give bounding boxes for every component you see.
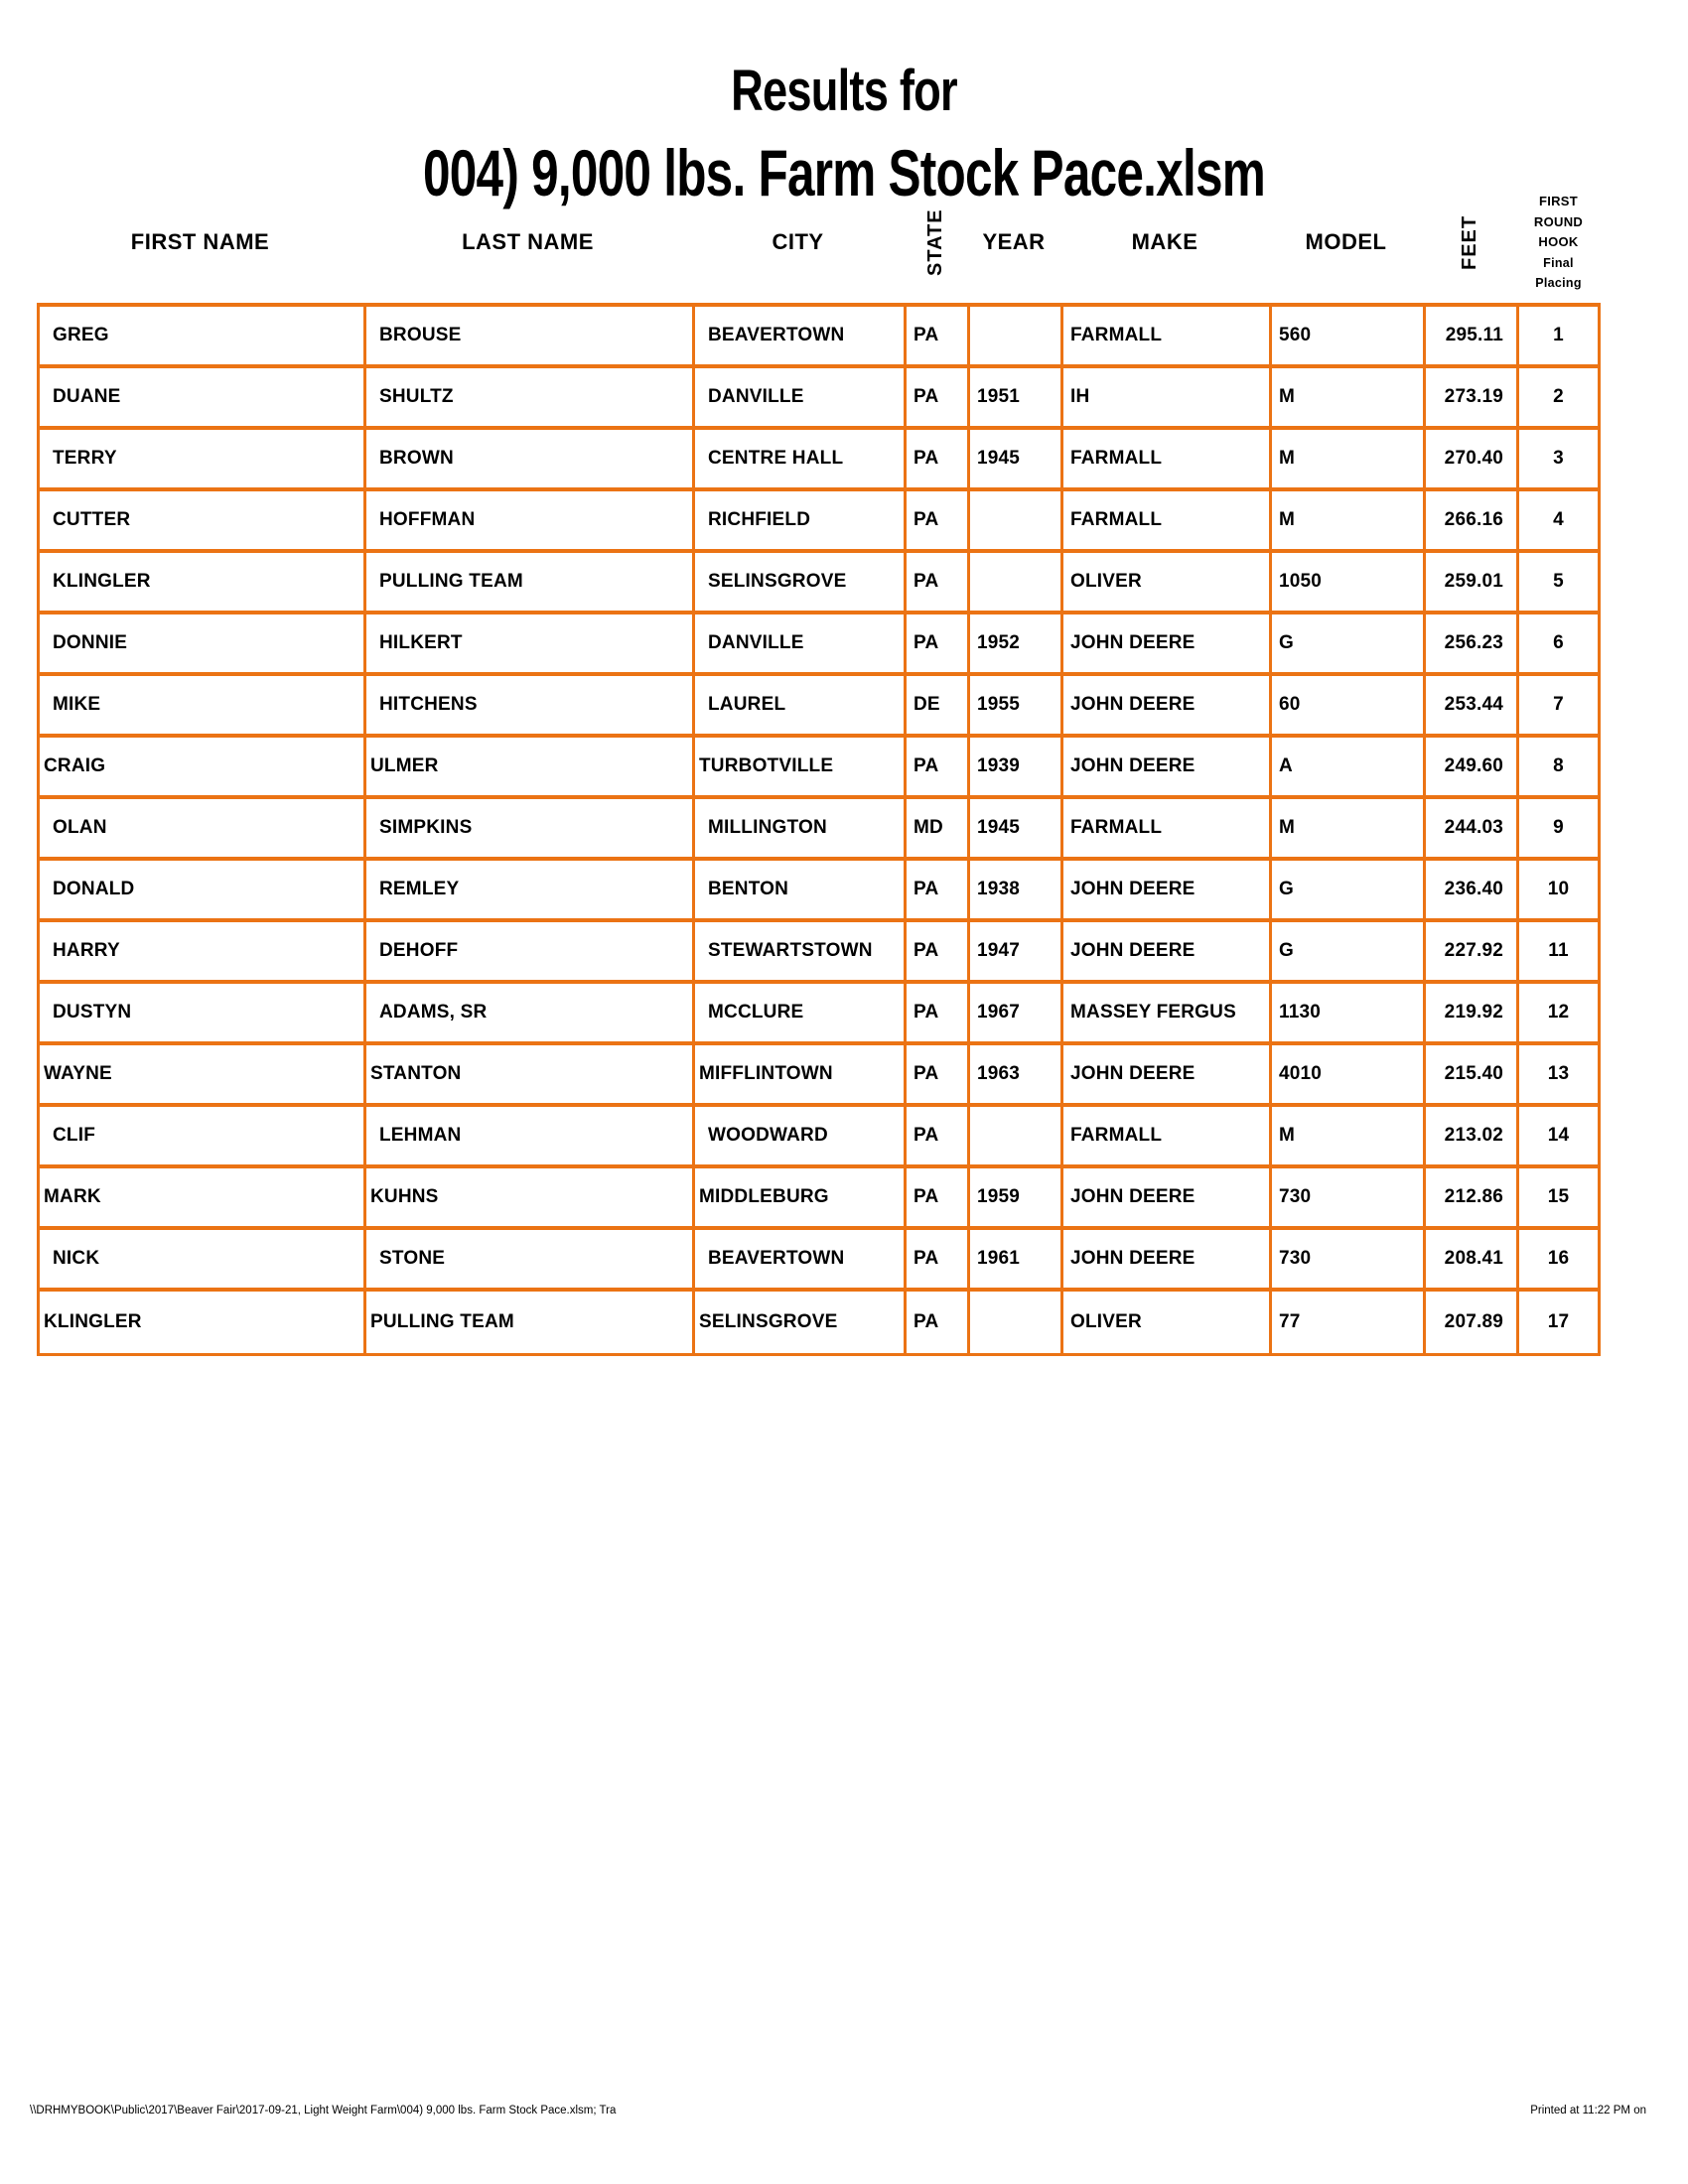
table-row bbox=[40, 491, 1598, 553]
cell-year bbox=[970, 553, 1063, 611]
cell-state: PA bbox=[907, 1045, 970, 1103]
cell-first-name: DONNIE bbox=[40, 614, 366, 672]
cell-state: PA bbox=[907, 861, 970, 918]
table-row bbox=[40, 799, 1598, 861]
column-header-year: YEAR bbox=[982, 229, 1046, 254]
cell-feet: 249.60 bbox=[1426, 738, 1519, 795]
cell-last-name: HITCHENS bbox=[366, 676, 695, 734]
cell-year bbox=[970, 1292, 1063, 1353]
cell-year: 1945 bbox=[970, 430, 1063, 487]
placing-header-line: HOOK bbox=[1538, 234, 1579, 250]
cell-last-name: ADAMS, SR bbox=[366, 984, 695, 1041]
cell-first-name: KLINGLER bbox=[40, 553, 366, 611]
footer-printed-at: Printed at 11:22 PM on bbox=[1530, 2105, 1646, 2116]
cell-placing: 6 bbox=[1553, 632, 1564, 653]
cell-city: BENTON bbox=[695, 861, 907, 918]
cell-last-name: PULLING TEAM bbox=[366, 553, 695, 611]
cell-state: PA bbox=[907, 307, 970, 364]
cell-city: MCCLURE bbox=[695, 984, 907, 1041]
cell-placing: 14 bbox=[1547, 1125, 1570, 1146]
cell-state: PA bbox=[907, 491, 970, 549]
cell-make: FARMALL bbox=[1063, 799, 1272, 857]
cell-last-name: ULMER bbox=[366, 738, 695, 795]
cell-city: DANVILLE bbox=[695, 614, 907, 672]
cell-make: JOHN DEERE bbox=[1063, 1168, 1272, 1226]
cell-first-name: TERRY bbox=[40, 430, 366, 487]
cell-feet: 295.11 bbox=[1426, 307, 1519, 364]
cell-last-name: BROWN bbox=[366, 430, 695, 487]
cell-state: MD bbox=[907, 799, 970, 857]
table-row bbox=[40, 676, 1598, 738]
cell-last-name: PULLING TEAM bbox=[366, 1292, 695, 1353]
cell-last-name: SHULTZ bbox=[366, 368, 695, 426]
cell-feet: 236.40 bbox=[1426, 861, 1519, 918]
cell-feet: 244.03 bbox=[1426, 799, 1519, 857]
column-header-first-name: FIRST NAME bbox=[130, 229, 270, 254]
cell-city: MIDDLEBURG bbox=[695, 1168, 907, 1226]
cell-model: M bbox=[1272, 799, 1426, 857]
cell-state: PA bbox=[907, 368, 970, 426]
cell-state: PA bbox=[907, 553, 970, 611]
cell-placing: 9 bbox=[1553, 817, 1564, 838]
cell-state: PA bbox=[907, 984, 970, 1041]
cell-make: OLIVER bbox=[1063, 1292, 1272, 1353]
cell-feet: 273.19 bbox=[1426, 368, 1519, 426]
cell-city: CENTRE HALL bbox=[695, 430, 907, 487]
cell-model: 730 bbox=[1272, 1168, 1426, 1226]
cell-year bbox=[970, 1107, 1063, 1164]
table-row bbox=[40, 430, 1598, 491]
cell-feet: 213.02 bbox=[1426, 1107, 1519, 1164]
placing-header-line: ROUND bbox=[1533, 213, 1584, 229]
cell-feet: 207.89 bbox=[1426, 1292, 1519, 1353]
cell-last-name: REMLEY bbox=[366, 861, 695, 918]
cell-state: PA bbox=[907, 614, 970, 672]
cell-placing: 16 bbox=[1547, 1248, 1570, 1269]
cell-city: MILLINGTON bbox=[695, 799, 907, 857]
cell-first-name: WAYNE bbox=[40, 1045, 366, 1103]
cell-last-name: HOFFMAN bbox=[366, 491, 695, 549]
cell-first-name: OLAN bbox=[40, 799, 366, 857]
cell-city: DANVILLE bbox=[695, 368, 907, 426]
cell-feet: 227.92 bbox=[1426, 922, 1519, 980]
cell-state: PA bbox=[907, 1230, 970, 1288]
cell-make: JOHN DEERE bbox=[1063, 1230, 1272, 1288]
placing-header-line: FIRST bbox=[1538, 193, 1579, 208]
column-header-model: MODEL bbox=[1305, 229, 1387, 254]
cell-model: 4010 bbox=[1272, 1045, 1426, 1103]
cell-model: 1130 bbox=[1272, 984, 1426, 1041]
cell-last-name: SIMPKINS bbox=[366, 799, 695, 857]
table-row bbox=[40, 1045, 1598, 1107]
cell-year: 1959 bbox=[970, 1168, 1063, 1226]
cell-placing: 7 bbox=[1553, 694, 1564, 715]
cell-feet: 208.41 bbox=[1426, 1230, 1519, 1288]
cell-last-name: LEHMAN bbox=[366, 1107, 695, 1164]
table-row bbox=[40, 1107, 1598, 1168]
cell-year: 1939 bbox=[970, 738, 1063, 795]
cell-city: BEAVERTOWN bbox=[695, 307, 907, 364]
column-header-last-name: LAST NAME bbox=[462, 229, 594, 254]
cell-year bbox=[970, 307, 1063, 364]
cell-first-name: HARRY bbox=[40, 922, 366, 980]
cell-first-name: GREG bbox=[40, 307, 366, 364]
cell-placing: 3 bbox=[1553, 448, 1564, 469]
cell-make: FARMALL bbox=[1063, 430, 1272, 487]
cell-feet: 259.01 bbox=[1426, 553, 1519, 611]
cell-last-name: DEHOFF bbox=[366, 922, 695, 980]
placing-header-line: Final bbox=[1543, 256, 1574, 271]
cell-city: RICHFIELD bbox=[695, 491, 907, 549]
cell-model: 60 bbox=[1272, 676, 1426, 734]
cell-first-name: DUSTYN bbox=[40, 984, 366, 1041]
cell-state: PA bbox=[907, 738, 970, 795]
cell-feet: 253.44 bbox=[1426, 676, 1519, 734]
cell-placing: 12 bbox=[1547, 1002, 1570, 1023]
cell-make: JOHN DEERE bbox=[1063, 1045, 1272, 1103]
cell-make: FARMALL bbox=[1063, 1107, 1272, 1164]
cell-placing: 4 bbox=[1553, 509, 1564, 530]
cell-year: 1955 bbox=[970, 676, 1063, 734]
table-row bbox=[40, 1292, 1598, 1353]
cell-year bbox=[970, 491, 1063, 549]
cell-last-name: KUHNS bbox=[366, 1168, 695, 1226]
table-row bbox=[40, 1230, 1598, 1292]
cell-make: FARMALL bbox=[1063, 307, 1272, 364]
column-header-feet: FEET bbox=[1458, 214, 1480, 270]
cell-city: BEAVERTOWN bbox=[695, 1230, 907, 1288]
cell-model: 560 bbox=[1272, 307, 1426, 364]
cell-first-name: DONALD bbox=[40, 861, 366, 918]
column-header-state: STATE bbox=[923, 208, 946, 276]
cell-model: G bbox=[1272, 614, 1426, 672]
cell-year: 1945 bbox=[970, 799, 1063, 857]
cell-last-name: BROUSE bbox=[366, 307, 695, 364]
cell-make: IH bbox=[1063, 368, 1272, 426]
footer-file-path: \\DRHMYBOOK\Public\2017\Beaver Fair\2017-09-21, Light Weight Farm\004) 9,000 lbs. Farm Stock Pace.xlsm; Tra bbox=[30, 2105, 617, 2116]
cell-year: 1967 bbox=[970, 984, 1063, 1041]
cell-state: PA bbox=[907, 1168, 970, 1226]
table-row bbox=[40, 614, 1598, 676]
cell-last-name: STONE bbox=[366, 1230, 695, 1288]
cell-year: 1963 bbox=[970, 1045, 1063, 1103]
cell-make: JOHN DEERE bbox=[1063, 738, 1272, 795]
cell-placing: 2 bbox=[1553, 386, 1564, 407]
cell-city: MIFFLINTOWN bbox=[695, 1045, 907, 1103]
table-row bbox=[40, 984, 1598, 1045]
cell-city: SELINSGROVE bbox=[695, 553, 907, 611]
table-row bbox=[40, 553, 1598, 614]
cell-make: MASSEY FERGUS bbox=[1063, 984, 1272, 1041]
table-row bbox=[40, 861, 1598, 922]
cell-year: 1947 bbox=[970, 922, 1063, 980]
cell-model: M bbox=[1272, 430, 1426, 487]
page-title: Results for bbox=[731, 59, 957, 123]
table-header-row bbox=[37, 185, 1601, 300]
cell-feet: 266.16 bbox=[1426, 491, 1519, 549]
cell-placing: 11 bbox=[1548, 940, 1569, 961]
cell-first-name: KLINGLER bbox=[40, 1292, 366, 1353]
cell-make: JOHN DEERE bbox=[1063, 676, 1272, 734]
cell-last-name: HILKERT bbox=[366, 614, 695, 672]
cell-first-name: CUTTER bbox=[40, 491, 366, 549]
table-row bbox=[40, 368, 1598, 430]
cell-feet: 219.92 bbox=[1426, 984, 1519, 1041]
cell-first-name: CRAIG bbox=[40, 738, 366, 795]
cell-year: 1961 bbox=[970, 1230, 1063, 1288]
cell-state: PA bbox=[907, 1292, 970, 1353]
cell-year: 1952 bbox=[970, 614, 1063, 672]
cell-model: M bbox=[1272, 491, 1426, 549]
column-header-placing bbox=[1516, 192, 1601, 293]
cell-city: WOODWARD bbox=[695, 1107, 907, 1164]
cell-state: DE bbox=[907, 676, 970, 734]
cell-placing: 5 bbox=[1553, 571, 1564, 592]
cell-city: LAUREL bbox=[695, 676, 907, 734]
cell-state: PA bbox=[907, 922, 970, 980]
cell-state: PA bbox=[907, 430, 970, 487]
cell-first-name: CLIF bbox=[40, 1107, 366, 1164]
cell-placing: 10 bbox=[1547, 879, 1570, 899]
cell-model: G bbox=[1272, 861, 1426, 918]
cell-placing: 13 bbox=[1547, 1063, 1570, 1084]
cell-model: 77 bbox=[1272, 1292, 1426, 1353]
cell-last-name: STANTON bbox=[366, 1045, 695, 1103]
cell-make: JOHN DEERE bbox=[1063, 614, 1272, 672]
cell-state: PA bbox=[907, 1107, 970, 1164]
cell-placing: 15 bbox=[1547, 1186, 1570, 1207]
cell-make: FARMALL bbox=[1063, 491, 1272, 549]
cell-model: M bbox=[1272, 368, 1426, 426]
page-subtitle: 004) 9,000 lbs. Farm Stock Pace.xlsm bbox=[422, 136, 1265, 209]
placing-header-line: Placing bbox=[1535, 276, 1582, 291]
cell-model: 1050 bbox=[1272, 553, 1426, 611]
cell-model: 730 bbox=[1272, 1230, 1426, 1288]
cell-feet: 270.40 bbox=[1426, 430, 1519, 487]
cell-placing: 1 bbox=[1553, 325, 1564, 345]
cell-model: A bbox=[1272, 738, 1426, 795]
cell-feet: 215.40 bbox=[1426, 1045, 1519, 1103]
column-header-make: MAKE bbox=[1131, 229, 1198, 254]
cell-city: STEWARTSTOWN bbox=[695, 922, 907, 980]
cell-city: SELINSGROVE bbox=[695, 1292, 907, 1353]
table-row bbox=[40, 738, 1598, 799]
cell-first-name: DUANE bbox=[40, 368, 366, 426]
table-row bbox=[40, 922, 1598, 984]
cell-first-name: MIKE bbox=[40, 676, 366, 734]
cell-make: JOHN DEERE bbox=[1063, 922, 1272, 980]
column-header-city: CITY bbox=[772, 229, 824, 254]
cell-model: G bbox=[1272, 922, 1426, 980]
cell-make: JOHN DEERE bbox=[1063, 861, 1272, 918]
cell-feet: 256.23 bbox=[1426, 614, 1519, 672]
cell-city: TURBOTVILLE bbox=[695, 738, 907, 795]
results-table bbox=[37, 303, 1601, 1356]
cell-year: 1951 bbox=[970, 368, 1063, 426]
cell-placing: 17 bbox=[1547, 1311, 1570, 1332]
cell-feet: 212.86 bbox=[1426, 1168, 1519, 1226]
cell-first-name: NICK bbox=[40, 1230, 366, 1288]
cell-first-name: MARK bbox=[40, 1168, 366, 1226]
table-row bbox=[40, 307, 1598, 368]
cell-placing: 8 bbox=[1553, 755, 1564, 776]
cell-year: 1938 bbox=[970, 861, 1063, 918]
table-row bbox=[40, 1168, 1598, 1230]
cell-model: M bbox=[1272, 1107, 1426, 1164]
cell-make: OLIVER bbox=[1063, 553, 1272, 611]
